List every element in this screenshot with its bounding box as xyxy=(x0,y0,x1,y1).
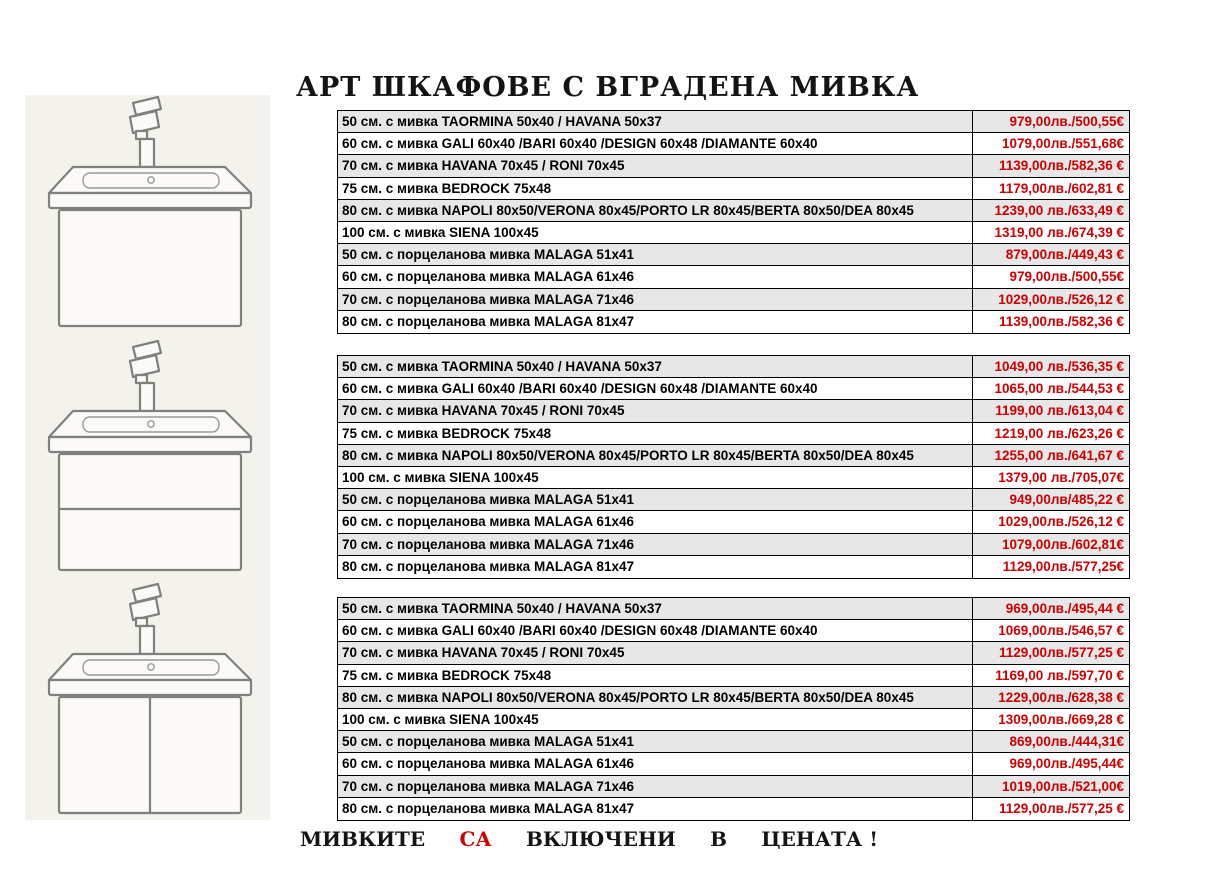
product-label: 60 см. с мивка GALI 60x40 /BARI 60x40 /DESIGN 60x48 /DIAMANTE 60x40 xyxy=(342,623,818,639)
table-row xyxy=(338,511,1129,533)
product-label: 50 см. с порцеланова мивка MALAGA 51x41 xyxy=(342,247,634,263)
table-row xyxy=(338,598,1129,620)
table-row xyxy=(338,798,1129,820)
price-value: 1229,00лв./628,38 € xyxy=(972,687,1129,708)
price-value: 1139,00лв./582,36 € xyxy=(972,311,1129,333)
price-value: 1129,00лв./577,25 € xyxy=(972,642,1129,663)
price-value: 1239,00 лв./633,49 € xyxy=(972,200,1129,221)
price-value: 1019,00лв./521,00€ xyxy=(972,776,1129,797)
product-label: 70 см. с порцеланова мивка MALAGA 71x46 xyxy=(342,536,634,552)
table-row xyxy=(338,687,1129,709)
product-label: 75 см. с мивка BEDROCK 75x48 xyxy=(342,180,552,196)
product-label: 80 см. с мивка NAPOLI 80x50/VERONA 80x45/PORTO LR 80x45/BERTA 80x50/DEA 80x45 xyxy=(342,202,914,218)
table-row xyxy=(338,731,1129,753)
price-value: 1129,00лв./577,25€ xyxy=(972,556,1129,578)
table-row xyxy=(338,244,1129,266)
price-value: 979,00лв./500,55€ xyxy=(972,266,1129,287)
price-value: 1129,00лв./577,25 € xyxy=(972,798,1129,820)
price-value: 1029,00лв./526,12 € xyxy=(972,289,1129,310)
product-label: 80 см. с мивка NAPOLI 80x50/VERONA 80x45/PORTO LR 80x45/BERTA 80x50/DEA 80x45 xyxy=(342,689,914,705)
price-value: 1029,00лв./526,12 € xyxy=(972,511,1129,532)
price-value: 979,00лв./500,55€ xyxy=(972,111,1129,132)
footer-note xyxy=(300,827,878,851)
product-label: 80 см. с порцеланова мивка MALAGA 81x47 xyxy=(342,314,634,330)
product-label: 50 см. с порцеланова мивка MALAGA 51x41 xyxy=(342,734,634,750)
footer-word: СА xyxy=(459,827,492,851)
price-value: 1169,00 лв./597,70 € xyxy=(972,665,1129,686)
footer-word: ЦЕНАТА ! xyxy=(761,827,878,851)
table-row xyxy=(338,620,1129,642)
price-value: 1079,00лв./602,81€ xyxy=(972,534,1129,555)
vanity-sink-two-doors-icon xyxy=(25,582,270,820)
footer-word: МИВКИТЕ xyxy=(300,827,426,851)
footer-word: В xyxy=(710,827,727,851)
price-table-1 xyxy=(337,110,1130,334)
product-label: 60 см. с порцеланова мивка MALAGA 61x46 xyxy=(342,269,634,285)
table-row xyxy=(338,753,1129,775)
product-label: 70 см. с мивка HAVANA 70x45 / RONI 70x45 xyxy=(342,645,625,661)
vanity-sink-single-front-icon xyxy=(25,95,270,333)
product-label: 80 см. с мивка NAPOLI 80x50/VERONA 80x45/PORTO LR 80x45/BERTA 80x50/DEA 80x45 xyxy=(342,447,914,463)
table-row xyxy=(338,133,1129,155)
table-row xyxy=(338,200,1129,222)
price-value: 949,00лв/485,22 € xyxy=(972,489,1129,510)
product-label: 60 см. с мивка GALI 60x40 /BARI 60x40 /DESIGN 60x48 /DIAMANTE 60x40 xyxy=(342,136,818,152)
price-table-2 xyxy=(337,355,1130,579)
table-row xyxy=(338,423,1129,445)
product-label: 70 см. с порцеланова мивка MALAGA 71x46 xyxy=(342,778,634,794)
price-value: 879,00лв./449,43 € xyxy=(972,244,1129,265)
price-value: 1139,00лв./582,36 € xyxy=(972,155,1129,176)
product-label: 50 см. с мивка TAORMINA 50x40 / HAVANA 50x37 xyxy=(342,359,662,375)
vanity-sink-two-drawers-icon xyxy=(25,339,270,577)
table-row xyxy=(338,665,1129,687)
price-value: 1199,00 лв./613,04 € xyxy=(972,400,1129,421)
table-row xyxy=(338,111,1129,133)
product-label: 50 см. с мивка TAORMINA 50x40 / HAVANA 50x37 xyxy=(342,601,662,617)
product-label: 100 см. с мивка SIENA 100x45 xyxy=(342,225,539,241)
table-row xyxy=(338,400,1129,422)
table-row xyxy=(338,155,1129,177)
table-row xyxy=(338,222,1129,244)
product-label: 70 см. с порцеланова мивка MALAGA 71x46 xyxy=(342,291,634,307)
product-label: 70 см. с мивка HAVANA 70x45 / RONI 70x45 xyxy=(342,403,625,419)
table-row xyxy=(338,378,1129,400)
price-value: 1179,00лв./602,81 € xyxy=(972,178,1129,199)
table-row xyxy=(338,356,1129,378)
product-label: 50 см. с мивка TAORMINA 50x40 / HAVANA 50x37 xyxy=(342,114,662,130)
product-label: 75 см. с мивка BEDROCK 75x48 xyxy=(342,667,552,683)
table-row xyxy=(338,266,1129,288)
price-value: 969,00лв./495,44 € xyxy=(972,598,1129,619)
price-value: 1219,00 лв./623,26 € xyxy=(972,423,1129,444)
vanity-illustrations-panel xyxy=(25,95,270,820)
price-value: 1065,00 лв./544,53 € xyxy=(972,378,1129,399)
table-row xyxy=(338,709,1129,731)
product-label: 100 см. с мивка SIENA 100x45 xyxy=(342,470,539,486)
page-title: АРТ ШКАФОВЕ С ВГРАДЕНА МИВКА xyxy=(296,72,920,103)
product-label: 60 см. с мивка GALI 60x40 /BARI 60x40 /DESIGN 60x48 /DIAMANTE 60x40 xyxy=(342,381,818,397)
product-label: 60 см. с порцеланова мивка MALAGA 61x46 xyxy=(342,514,634,530)
price-value: 1319,00 лв./674,39 € xyxy=(972,222,1129,243)
table-row xyxy=(338,178,1129,200)
price-value: 969,00лв./495,44€ xyxy=(972,753,1129,774)
product-label: 100 см. с мивка SIENA 100x45 xyxy=(342,712,539,728)
price-value: 1069,00лв./546,57 € xyxy=(972,620,1129,641)
table-row xyxy=(338,489,1129,511)
price-table-3 xyxy=(337,597,1130,821)
product-label: 80 см. с порцеланова мивка MALAGA 81x47 xyxy=(342,559,634,575)
footer-word: ВКЛЮЧЕНИ xyxy=(525,827,676,851)
product-label: 50 см. с порцеланова мивка MALAGA 51x41 xyxy=(342,492,634,508)
product-label: 80 см. с порцеланова мивка MALAGA 81x47 xyxy=(342,801,634,817)
table-row xyxy=(338,556,1129,578)
table-row xyxy=(338,289,1129,311)
price-value: 1379,00 лв./705,07€ xyxy=(972,467,1129,488)
table-row xyxy=(338,467,1129,489)
table-row xyxy=(338,642,1129,664)
product-label: 75 см. с мивка BEDROCK 75x48 xyxy=(342,425,552,441)
price-value: 1255,00 лв./641,67 € xyxy=(972,445,1129,466)
price-value: 1079,00лв./551,68€ xyxy=(972,133,1129,154)
table-row xyxy=(338,534,1129,556)
price-value: 1309,00лв./669,28 € xyxy=(972,709,1129,730)
price-value: 869,00лв./444,31€ xyxy=(972,731,1129,752)
product-label: 70 см. с мивка HAVANA 70x45 / RONI 70x45 xyxy=(342,158,625,174)
table-row xyxy=(338,311,1129,333)
table-row xyxy=(338,445,1129,467)
price-value: 1049,00 лв./536,35 € xyxy=(972,356,1129,377)
product-label: 60 см. с порцеланова мивка MALAGA 61x46 xyxy=(342,756,634,772)
table-row xyxy=(338,776,1129,798)
